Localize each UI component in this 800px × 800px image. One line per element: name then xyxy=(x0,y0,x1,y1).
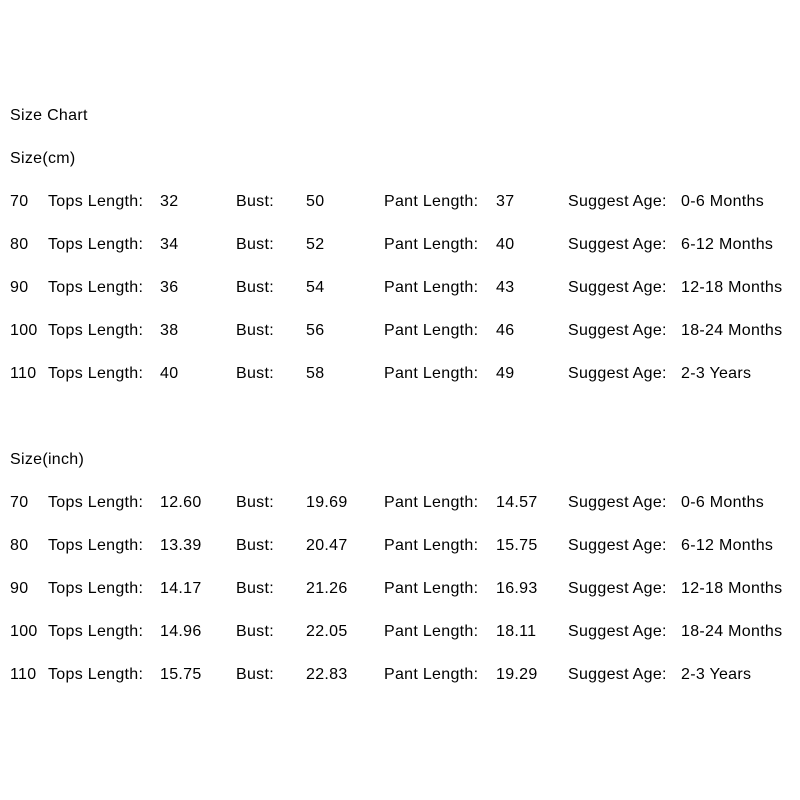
tops-length-value: 13.39 xyxy=(160,537,202,554)
bust-value: 22.83 xyxy=(306,666,348,683)
size-value: 70 xyxy=(10,494,29,511)
suggest-age-value: 18-24 Months xyxy=(681,322,783,339)
table-row xyxy=(10,610,800,653)
suggest-age-label: Suggest Age: xyxy=(568,193,667,210)
suggest-age-label: Suggest Age: xyxy=(568,623,667,640)
pant-length-label: Pant Length: xyxy=(384,666,479,683)
size-value: 70 xyxy=(10,193,29,210)
bust-value: 20.47 xyxy=(306,537,348,554)
pant-length-value: 18.11 xyxy=(496,623,537,640)
bust-label: Bust: xyxy=(236,623,274,640)
tops-length-value: 12.60 xyxy=(160,494,202,511)
tops-length-value: 15.75 xyxy=(160,666,202,683)
suggest-age-label: Suggest Age: xyxy=(568,580,667,597)
suggest-age-label: Suggest Age: xyxy=(568,365,667,382)
bust-label: Bust: xyxy=(236,537,274,554)
bust-value: 19.69 xyxy=(306,494,348,511)
bust-label: Bust: xyxy=(236,494,274,511)
bust-value: 22.05 xyxy=(306,623,348,640)
size-value: 110 xyxy=(10,666,37,683)
tops-length-label: Tops Length: xyxy=(48,666,144,683)
suggest-age-value: 6-12 Months xyxy=(681,236,774,253)
tops-length-value: 32 xyxy=(160,193,179,210)
pant-length-label: Pant Length: xyxy=(384,193,479,210)
pant-length-value: 14.57 xyxy=(496,494,538,511)
pant-length-label: Pant Length: xyxy=(384,236,479,253)
table-row xyxy=(10,352,800,395)
tops-length-label: Tops Length: xyxy=(48,580,144,597)
pant-length-value: 40 xyxy=(496,236,515,253)
tops-length-label: Tops Length: xyxy=(48,623,144,640)
tops-length-value: 40 xyxy=(160,365,179,382)
tops-length-label: Tops Length: xyxy=(48,193,144,210)
table-row xyxy=(10,481,800,524)
size-value: 100 xyxy=(10,322,38,339)
suggest-age-value: 0-6 Months xyxy=(681,494,765,511)
tops-length-label: Tops Length: xyxy=(48,279,144,296)
size-value: 110 xyxy=(10,365,37,382)
suggest-age-value: 12-18 Months xyxy=(681,279,783,296)
tops-length-label: Tops Length: xyxy=(48,494,144,511)
suggest-age-label: Suggest Age: xyxy=(568,666,667,683)
tops-length-label: Tops Length: xyxy=(48,537,144,554)
page-title: Size Chart xyxy=(10,107,88,124)
pant-length-value: 46 xyxy=(496,322,515,339)
bust-label: Bust: xyxy=(236,580,274,597)
size-value: 90 xyxy=(10,580,29,597)
table-row xyxy=(10,309,800,352)
suggest-age-value: 2-3 Years xyxy=(681,666,752,683)
tops-length-label: Tops Length: xyxy=(48,365,144,382)
tops-length-value: 38 xyxy=(160,322,179,339)
suggest-age-label: Suggest Age: xyxy=(568,279,667,296)
bust-value: 56 xyxy=(306,322,325,339)
table-row xyxy=(10,180,800,223)
suggest-age-label: Suggest Age: xyxy=(568,322,667,339)
tops-length-value: 14.96 xyxy=(160,623,202,640)
pant-length-label: Pant Length: xyxy=(384,623,479,640)
tops-length-label: Tops Length: xyxy=(48,236,144,253)
size-value: 80 xyxy=(10,537,29,554)
pant-length-value: 19.29 xyxy=(496,666,538,683)
pant-length-value: 49 xyxy=(496,365,515,382)
suggest-age-value: 18-24 Months xyxy=(681,623,783,640)
size-value: 80 xyxy=(10,236,29,253)
suggest-age-value: 12-18 Months xyxy=(681,580,783,597)
table-row xyxy=(10,223,800,266)
bust-label: Bust: xyxy=(236,666,274,683)
bust-label: Bust: xyxy=(236,193,274,210)
suggest-age-label: Suggest Age: xyxy=(568,236,667,253)
bust-value: 50 xyxy=(306,193,325,210)
bust-value: 21.26 xyxy=(306,580,348,597)
bust-value: 58 xyxy=(306,365,325,382)
pant-length-label: Pant Length: xyxy=(384,580,479,597)
bust-label: Bust: xyxy=(236,365,274,382)
pant-length-label: Pant Length: xyxy=(384,537,479,554)
table-row xyxy=(10,524,800,567)
pant-length-value: 15.75 xyxy=(496,537,538,554)
size-value: 90 xyxy=(10,279,29,296)
pant-length-label: Pant Length: xyxy=(384,365,479,382)
pant-length-label: Pant Length: xyxy=(384,322,479,339)
bust-label: Bust: xyxy=(236,322,274,339)
size-value: 100 xyxy=(10,623,38,640)
table-row xyxy=(10,266,800,309)
suggest-age-label: Suggest Age: xyxy=(568,494,667,511)
bust-label: Bust: xyxy=(236,279,274,296)
section-heading-inch: Size(inch) xyxy=(10,451,85,468)
suggest-age-value: 2-3 Years xyxy=(681,365,752,382)
suggest-age-label: Suggest Age: xyxy=(568,537,667,554)
tops-length-value: 14.17 xyxy=(160,580,202,597)
pant-length-value: 37 xyxy=(496,193,515,210)
tops-length-label: Tops Length: xyxy=(48,322,144,339)
suggest-age-value: 6-12 Months xyxy=(681,537,774,554)
pant-length-value: 16.93 xyxy=(496,580,538,597)
bust-value: 54 xyxy=(306,279,325,296)
pant-length-value: 43 xyxy=(496,279,515,296)
spacer xyxy=(10,395,800,438)
pant-length-label: Pant Length: xyxy=(384,494,479,511)
table-row xyxy=(10,653,800,696)
bust-value: 52 xyxy=(306,236,325,253)
section-heading-cm: Size(cm) xyxy=(10,150,76,167)
table-row xyxy=(10,567,800,610)
tops-length-value: 36 xyxy=(160,279,179,296)
suggest-age-value: 0-6 Months xyxy=(681,193,765,210)
pant-length-label: Pant Length: xyxy=(384,279,479,296)
tops-length-value: 34 xyxy=(160,236,179,253)
bust-label: Bust: xyxy=(236,236,274,253)
